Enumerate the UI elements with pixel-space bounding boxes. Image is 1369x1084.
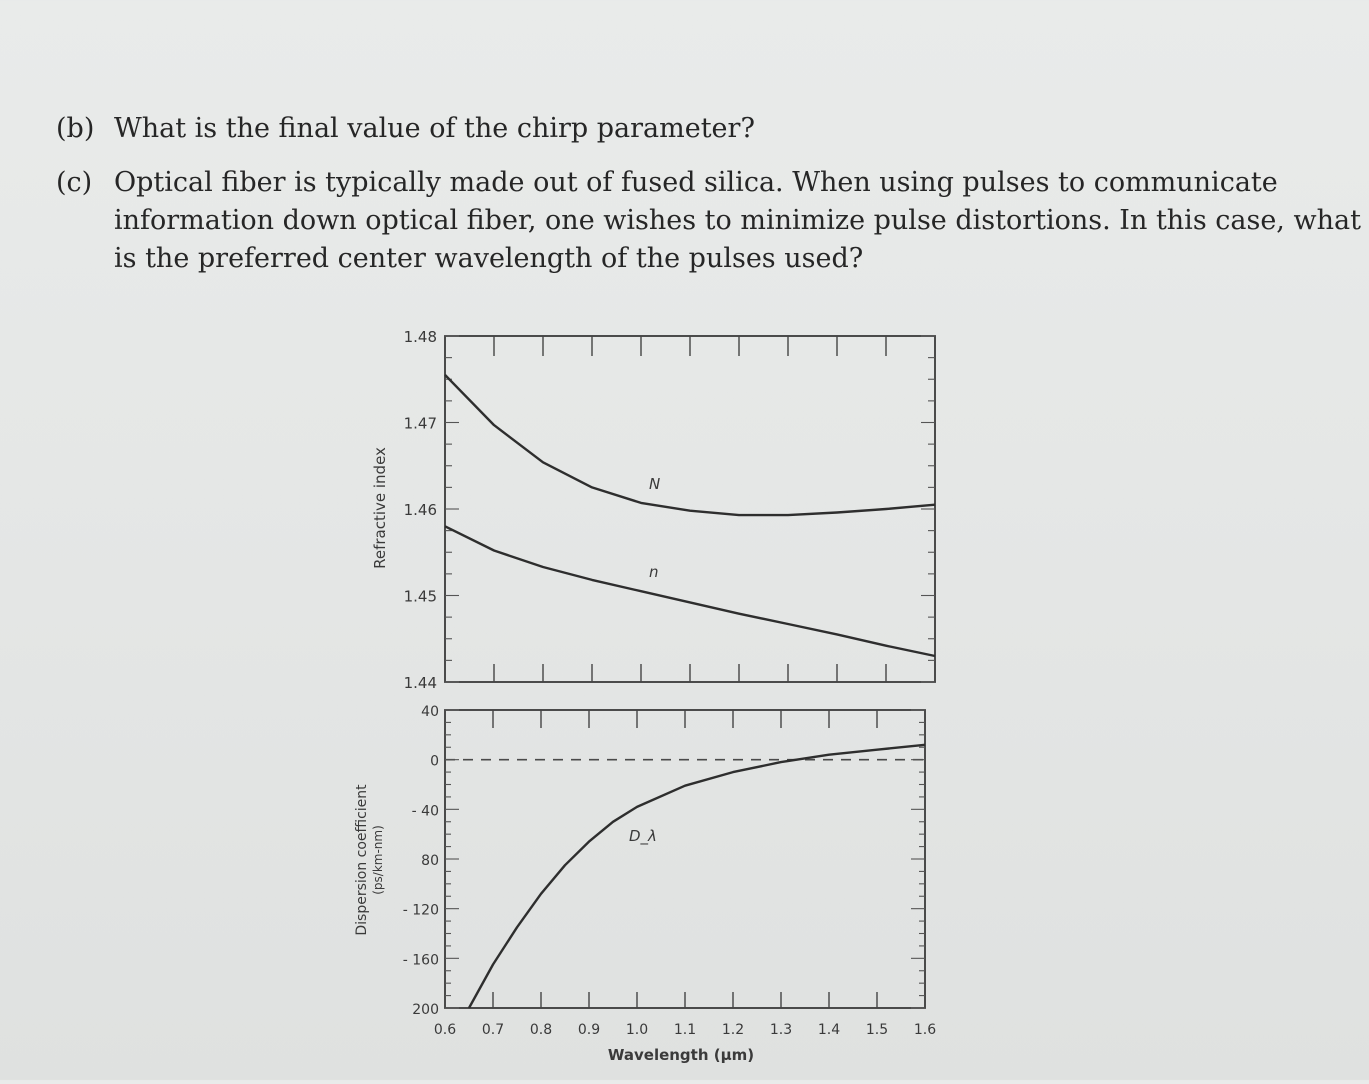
top-y-tick-label: 1.46: [403, 501, 437, 519]
bottom-y-axis-label-text: Dispersion coefficient: [354, 784, 370, 936]
bottom-x-tick-label: 0.6: [433, 1022, 457, 1038]
bottom-plot-frame: [445, 710, 925, 1008]
top-series-labels: [649, 475, 660, 581]
question-c-line-3: is the preferred center wavelength of the pulses used?: [114, 243, 864, 274]
question-b: [56, 110, 1316, 148]
dispersion-figure: [330, 300, 970, 1080]
bottom-x-tick-labels: [434, 1022, 936, 1038]
top-series-lines: [445, 375, 935, 656]
top-y-tick-label: 1.44: [403, 674, 437, 692]
bottom-x-tick-label: 1.3: [769, 1022, 793, 1038]
top-y-tick-label: 1.47: [403, 414, 437, 433]
bottom-series-lines: [469, 745, 925, 1008]
bottom-series-labels: [629, 827, 657, 846]
figure: [330, 300, 970, 1080]
bottom-y-tick-label: - 120: [402, 902, 439, 919]
top-y-tick-labels: [404, 328, 437, 692]
bottom-y-axis-unit-text: (ps/km-nm): [371, 825, 385, 895]
bottom-x-tick-label: 0.9: [577, 1022, 601, 1038]
bottom-x-tick-label: 1.2: [721, 1022, 745, 1038]
bottom-x-tick-label: 1.5: [865, 1022, 889, 1038]
dispersion-panel: [354, 704, 936, 1064]
top-series-label: n: [649, 563, 659, 582]
question-c-line-2: information down optical fiber, one wishes to minimize pulse distortions. In this case, what: [114, 205, 1361, 236]
bottom-y-tick-label: 0: [430, 753, 439, 770]
top-axis-ticks: [445, 336, 935, 682]
question-b-label: (b): [56, 113, 95, 144]
bottom-y-tick-label: - 40: [411, 803, 439, 820]
bottom-y-tick-label: 200: [412, 1002, 439, 1018]
question-b-text: What is the final value of the chirp parameter?: [114, 113, 755, 144]
top-series-n-line: [445, 526, 935, 656]
bottom-y-tick-label: 80: [421, 853, 439, 869]
question-c-label: (c): [56, 167, 93, 198]
bottom-x-axis-label: Wavelength (μm): [607, 1046, 755, 1064]
bottom-y-tick-label: - 160: [402, 952, 439, 969]
top-y-tick-label: 1.48: [403, 328, 437, 346]
top-series-N-line: [445, 375, 935, 515]
top-series-label: N: [649, 474, 661, 493]
bottom-series-line: [469, 745, 925, 1008]
top-plot-frame: [445, 336, 935, 682]
question-c: [56, 164, 1361, 278]
question-c-text-1: Optical fiber is typically made out of fused silica. When using pulses to communicate: [114, 167, 1278, 198]
bottom-y-tick-labels: [403, 704, 439, 1018]
bottom-x-tick-label: 1.0: [625, 1022, 649, 1038]
bottom-x-tick-label: 1.6: [913, 1022, 937, 1038]
top-y-tick-label: 1.45: [403, 587, 437, 606]
bottom-x-tick-label: 1.4: [817, 1022, 841, 1038]
bottom-x-tick-label: 1.1: [673, 1022, 697, 1038]
bottom-axis-ticks: [445, 710, 925, 1008]
bottom-y-axis-label: [354, 784, 385, 936]
question-c-line-1: [56, 164, 1306, 202]
bottom-y-tick-label: 40: [421, 704, 439, 720]
bottom-x-tick-label: 0.8: [529, 1022, 553, 1038]
refractive-index-panel: [371, 328, 935, 692]
bottom-series-label: D_λ: [629, 826, 657, 845]
top-y-axis-label: Refractive index: [371, 447, 389, 569]
bottom-x-tick-label: 0.7: [481, 1022, 505, 1038]
